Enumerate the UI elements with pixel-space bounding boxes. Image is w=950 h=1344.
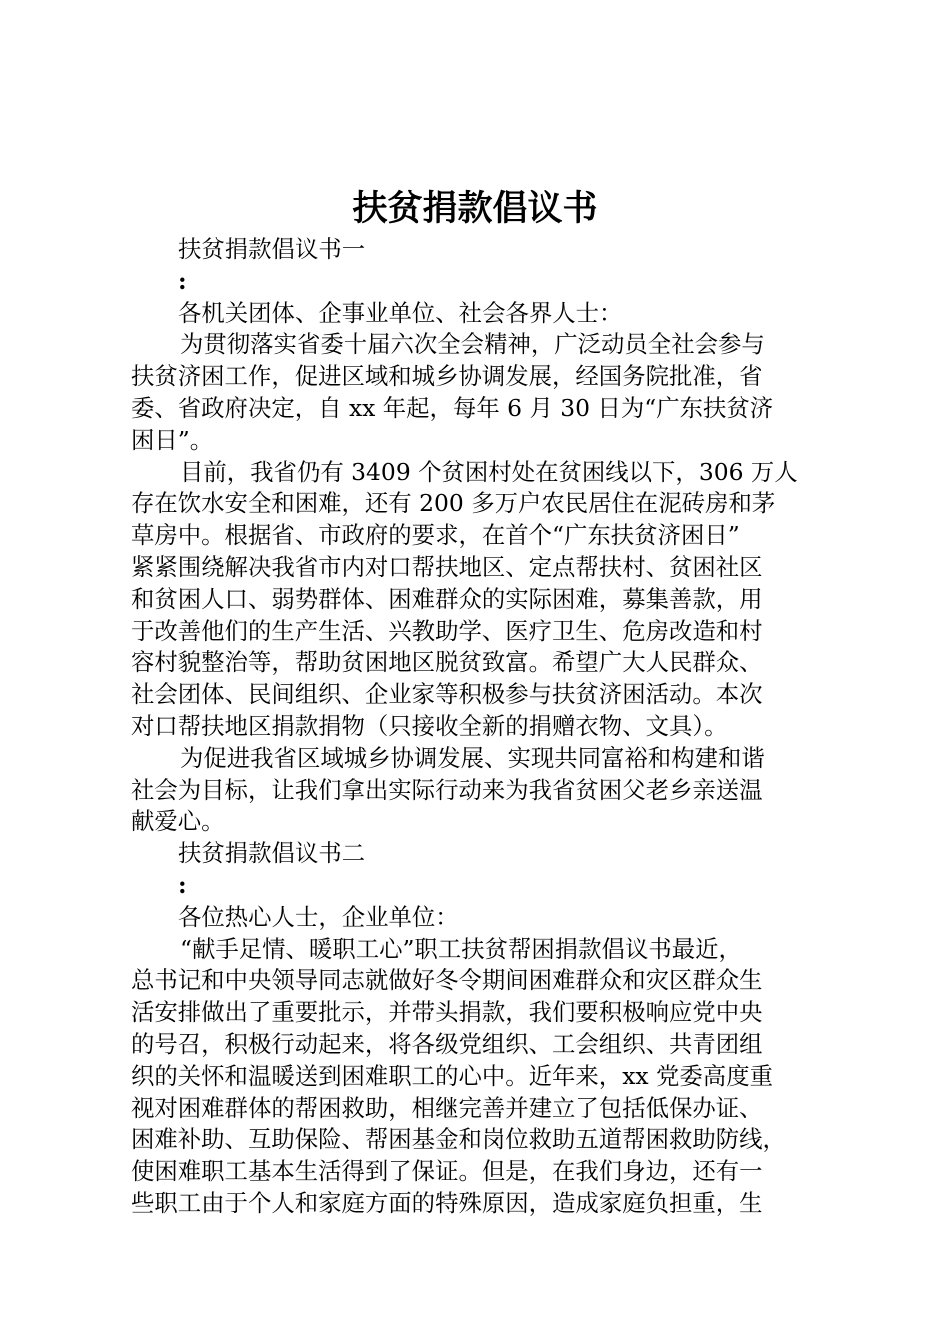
paragraph-line: 草房中。根据省、市政府的要求，在首个“广东扶贫济困日” [131, 521, 740, 550]
paragraph-line: 为贯彻落实省委十届六次全会精神，广泛动员全社会参与 [180, 330, 765, 359]
paragraph-line: 扶贫济困工作，促进区域和城乡协调发展，经国务院批准，省 [131, 362, 763, 391]
paragraph-line: 困难补助、互助保险、帮困基金和岗位救助五道帮困救助防线， [131, 1125, 786, 1154]
paragraph-line: 存在饮水安全和困难，还有 200 多万户农民居住在泥砖房和茅 [131, 489, 776, 518]
paragraph-line: 的号召，积极行动起来，将各级党组织、工会组织、共青团组 [131, 1029, 763, 1058]
paragraph-line: 困日”。 [131, 425, 214, 454]
paragraph-line: 社会为目标，让我们拿出实际行动来为我省贫困父老乡亲送温 [131, 775, 763, 804]
paragraph-line: 委、省政府决定，自 xx 年起，每年 6 月 30 日为“广东扶贫济 [131, 393, 774, 422]
section-heading: 扶贫捐款倡议书二 [178, 839, 366, 868]
salutation: 各位热心人士，企业单位： [178, 902, 459, 931]
paragraph-line: 使困难职工基本生活得到了保证。但是，在我们身边，还有一 [131, 1157, 763, 1186]
paragraph-line: 视对困难群体的帮困救助，相继完善并建立了包括低保办证、 [131, 1093, 763, 1122]
paragraph-line: 对口帮扶地区捐款捐物（只接收全新的捐赠衣物、文具）。 [131, 711, 728, 740]
paragraph-line: 和贫困人口、弱势群体、困难群众的实际困难，募集善款，用 [131, 584, 763, 613]
paragraph-line: 些职工由于个人和家庭方面的特殊原因，造成家庭负担重，生 [131, 1188, 763, 1217]
paragraph-line: 织的关怀和温暖送到困难职工的心中。近年来，xx 党委高度重 [131, 1061, 773, 1090]
paragraph-line: 总书记和中央领导同志就做好冬令期间困难群众和灾区群众生 [131, 966, 763, 995]
paragraph-line: 活安排做出了重要批示，并带头捐款，我们要积极响应党中央 [131, 998, 763, 1027]
salutation: 各机关团体、企事业单位、社会各界人士： [178, 298, 623, 327]
colon-separator: : [178, 266, 187, 295]
paragraph-line: 社会团体、民间组织、企业家等积极参与扶贫济困活动。本次 [131, 680, 763, 709]
paragraph-line: 为促进我省区域城乡协调发展、实现共同富裕和构建和谐 [180, 743, 765, 772]
colon-separator: : [178, 870, 187, 899]
paragraph-line: “献手足情、暖职工心”职工扶贫帮困捐款倡议书最近， [180, 934, 742, 963]
document-title: 扶贫捐款倡议书 [352, 189, 598, 229]
paragraph-line: 目前，我省仍有 3409 个贫困村处在贫困线以下，306 万人 [180, 457, 798, 486]
paragraph-line: 容村貌整治等，帮助贫困地区脱贫致富。希望广大人民群众、 [131, 648, 763, 677]
paragraph-line: 紧紧围绕解决我省市内对口帮扶地区、定点帮扶村、贫困社区 [131, 552, 763, 581]
section-heading: 扶贫捐款倡议书一 [178, 235, 366, 263]
document-body [131, 234, 835, 1220]
paragraph-line: 献爱心。 [131, 807, 225, 836]
paragraph-line: 于改善他们的生产生活、兴教助学、医疗卫生、危房改造和村 [131, 616, 763, 645]
